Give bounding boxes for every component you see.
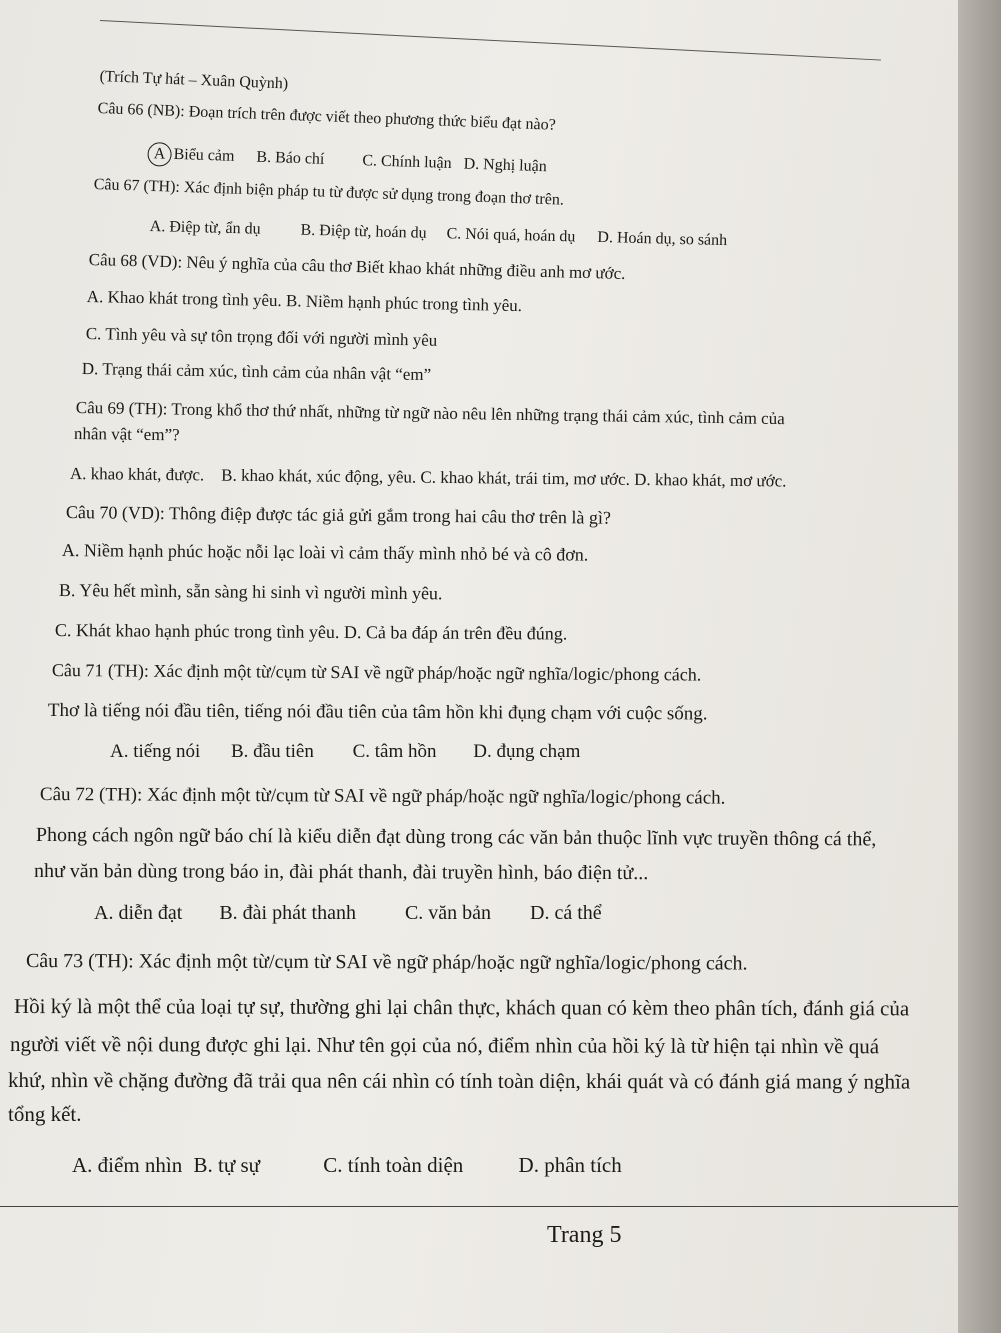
q69-question-line1: Câu 69 (TH): Trong khổ thơ thứ nhất, những từ ngữ nào nêu lên những trạng thái cảm xúc, tình cảm của xyxy=(75,398,785,429)
q72-option-c: C. văn bản xyxy=(404,902,492,924)
top-divider xyxy=(100,20,881,61)
q72-option-d: D. cá thể xyxy=(530,902,602,924)
q72-passage-line2: như văn bản dùng trong báo in, đài phát thanh, đài truyền hình, báo điện tử... xyxy=(33,860,649,885)
q71-option-c: C. tâm hồn xyxy=(352,741,437,762)
q72-question: Câu 72 (TH): Xác định một từ/cụm từ SAI về ngữ pháp/hoặc ngữ nghĩa/logic/phong cách. xyxy=(39,784,726,809)
q73-passage-line3: khứ, nhìn về chặng đường đã trải qua nên cái nhìn có tính toàn diện, khái quát và có đánh giá mang ý nghĩa xyxy=(7,1068,911,1094)
q67-option-d: D. Hoán dụ, so sánh xyxy=(597,228,728,250)
q68-options-ab: A. Khao khát trong tình yêu. B. Niềm hạnh phúc trong tình yêu. xyxy=(86,287,523,316)
source-citation: (Trích Tự hát – Xuân Quỳnh) xyxy=(99,68,289,93)
q73-options xyxy=(72,1153,622,1178)
q70-option-a: A. Niềm hạnh phúc hoặc nỗi lạc loài vì cảm thấy mình nhỏ bé và cô đơn. xyxy=(61,540,589,565)
q67-question: Câu 67 (TH): Xác định biện pháp tu từ được sử dụng trong đoạn thơ trên. xyxy=(93,176,565,209)
q70-option-b: B. Yêu hết mình, sẵn sàng hi sinh vì người mình yêu. xyxy=(58,580,443,604)
q73-passage-line1: Hồi ký là một thể của loại tự sự, thường ghi lại chân thực, khách quan có kèm theo phân tích, đánh giá của xyxy=(13,994,910,1021)
q73-option-b: B. tự sự xyxy=(193,1153,261,1177)
q70-question: Câu 70 (VD): Thông điệp được tác giả gửi gắm trong hai câu thơ trên là gì? xyxy=(65,502,612,528)
q73-question: Câu 73 (TH): Xác định một từ/cụm từ SAI về ngữ pháp/hoặc ngữ nghĩa/logic/phong cách. xyxy=(25,950,748,975)
q68-option-d: D. Trạng thái cảm xúc, tình cảm của nhân vật “em” xyxy=(81,359,432,385)
q68-option-c: C. Tình yêu và sự tôn trọng đối với người mình yêu xyxy=(85,324,438,350)
q66-option-a: Biểu cảm xyxy=(173,145,235,165)
q71-passage: Thơ là tiếng nói đầu tiên, tiếng nói đầu tiên của tâm hồn khi đụng chạm với cuộc sống. xyxy=(47,700,708,725)
q66-option-c: C. Chính luận xyxy=(362,152,452,173)
bottom-divider xyxy=(0,1206,988,1207)
q73-passage-line4: tổng kết. xyxy=(8,1102,82,1126)
q67-options xyxy=(150,218,728,250)
q67-option-b: B. Điệp từ, hoán dụ xyxy=(300,221,427,242)
q69-options: A. khao khát, được. B. khao khát, xúc động, yêu. C. khao khát, trái tim, mơ ước. D. khao khát, mơ ước. xyxy=(69,464,787,491)
page-number: Trang 5 xyxy=(547,1222,622,1248)
q66-options xyxy=(147,142,547,179)
q66-option-b: B. Báo chí xyxy=(256,148,325,168)
q73-option-c: C. tính toàn diện xyxy=(323,1153,464,1177)
q72-passage-line1: Phong cách ngôn ngữ báo chí là kiểu diễn đạt dùng trong các văn bản thuộc lĩnh vực truyền thông cá thể, xyxy=(35,824,877,851)
q67-option-a: A. Điệp từ, ẩn dụ xyxy=(149,218,261,238)
q72-option-a: A. diễn đạt xyxy=(94,902,183,924)
q72-option-b: B. đài phát thanh xyxy=(219,902,356,924)
q71-option-b: B. đầu tiên xyxy=(231,741,314,762)
q71-question: Câu 71 (TH): Xác định một từ/cụm từ SAI về ngữ pháp/hoặc ngữ nghĩa/logic/phong cách. xyxy=(51,660,702,685)
q73-option-d: D. phân tích xyxy=(518,1153,622,1177)
q71-option-d: D. đụng chạm xyxy=(473,741,581,762)
q68-question: Câu 68 (VD): Nêu ý nghĩa của câu thơ Biết khao khát những điều anh mơ ước. xyxy=(88,250,626,284)
q66-option-d: D. Nghị luận xyxy=(463,155,548,176)
q71-option-a: A. tiếng nói xyxy=(110,741,201,762)
q70-options-cd: C. Khát khao hạnh phúc trong tình yêu. D. Cả ba đáp án trên đều đúng. xyxy=(54,620,568,644)
q66-question: Câu 66 (NB): Đoạn trích trên được viết theo phương thức biểu đạt nào? xyxy=(97,100,557,134)
q73-passage-line2: người viết về nội dung được ghi lại. Như tên gọi của nó, điểm nhìn của hồi ký là từ hiện tại nhìn về quá xyxy=(9,1032,880,1059)
page-edge-background xyxy=(958,0,1001,1333)
q72-options xyxy=(94,902,602,925)
q73-option-a: A. điểm nhìn xyxy=(72,1153,183,1177)
q71-options xyxy=(110,741,580,763)
selected-answer-circle: A xyxy=(147,142,172,167)
q69-question-line2: nhân vật “em”? xyxy=(73,424,180,445)
q67-option-c: C. Nói quá, hoán dụ xyxy=(446,225,576,246)
